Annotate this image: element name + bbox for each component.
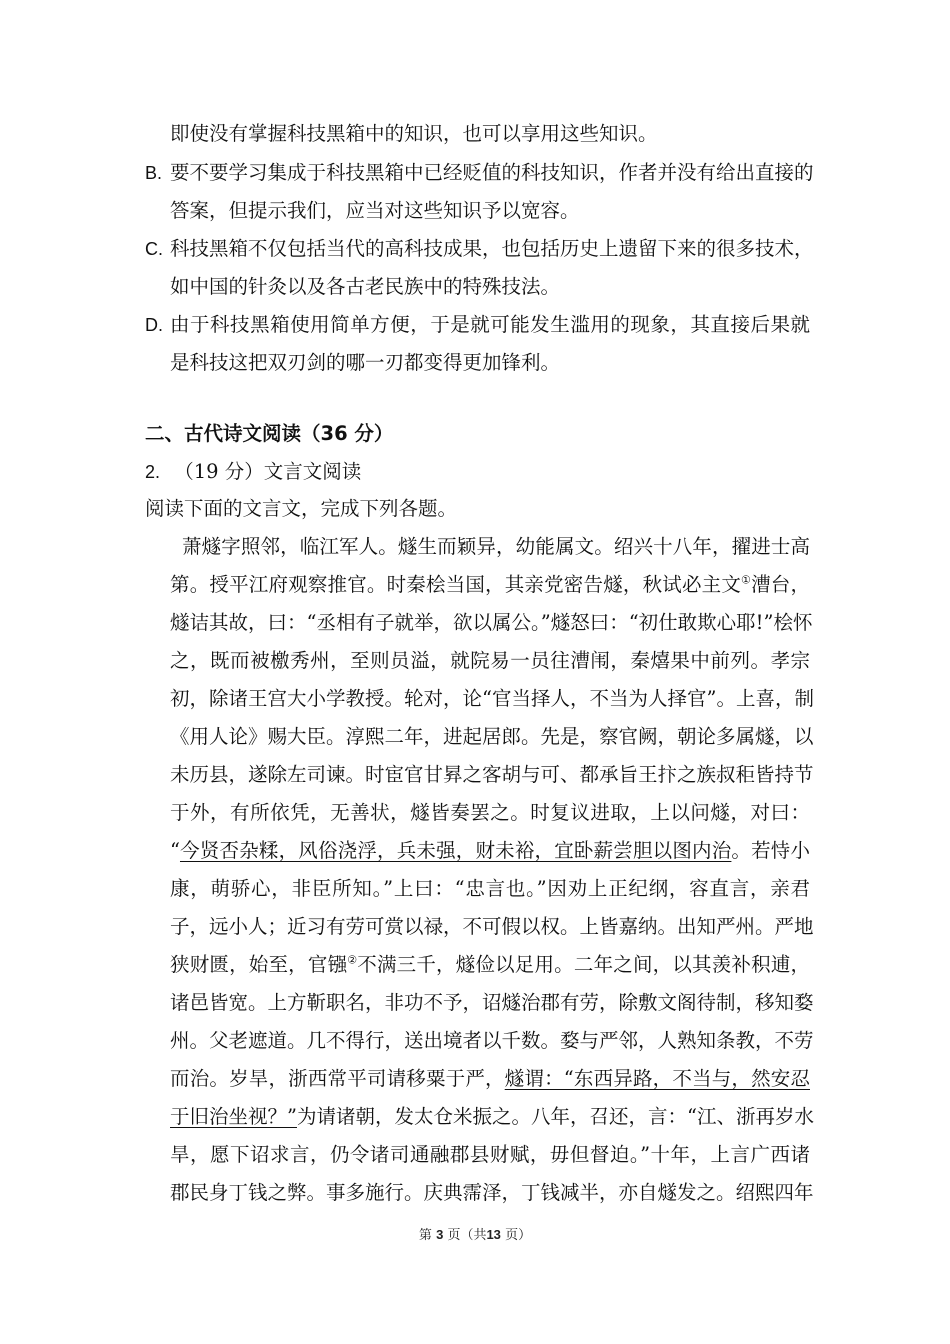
option-c-letter: C. <box>145 239 163 259</box>
underlined-sentence: 燧谓：“东西异路，不当与，然安忍 <box>504 1067 810 1090</box>
passage-line: 初，除诸王宫大小学教授。轮对，论“官当择人，不当为人择官”。上喜，制 <box>170 687 814 710</box>
option-b-letter: B. <box>145 163 163 183</box>
question-2-header <box>145 460 361 484</box>
underlined-sentence: 于旧治坐视？” <box>170 1105 297 1128</box>
passage-line: 诸邑皆宽。上方靳职名，非功不予，诏燧治郡有劳，除敷文阁待制，移知婺 <box>170 991 814 1014</box>
passage-line <box>170 953 810 977</box>
footer-suffix: 页） <box>505 1228 532 1243</box>
passage-text: 为请诸朝，发太仓米振之。八年，召还，言：“江、浙再岁水 <box>296 1105 814 1128</box>
passage-line: 《用人论》赐大臣。淳熙二年，进起居郎。先是，察官阙，朝论多属燧，以 <box>170 725 814 748</box>
passage-line: 旱，愿下诏求言，仍令诸司通融郡县财赋，毋但督迫。”十年，上言广西诸 <box>170 1143 810 1166</box>
footnote-marker: ① <box>741 573 752 587</box>
passage-line <box>170 1105 814 1129</box>
question-title: （19 分）文言文阅读 <box>174 460 362 483</box>
passage-line: 子，远小人；近习有劳可赏以禄，不可假以权。上皆嘉纳。出知严州。严地 <box>170 915 814 938</box>
passage-line: 燧诘其故，曰：“丞相有子就举，欲以属公。”燧怒曰：“初仕敢欺心耶!”桧怀 <box>170 611 813 634</box>
footer-total-pages: 13 <box>486 1227 501 1242</box>
footer-middle: 页（共 <box>447 1228 487 1243</box>
question-number: 2. <box>145 462 161 482</box>
passage-line: 康，萌骄心，非臣所知。”上曰：“忠言也。”因劝上正纪纲，容直言，亲君 <box>170 877 810 900</box>
passage-line: 未历县，遂除左司谏。时宦官甘昪之客胡与可、都承旨王抃之族叔秬皆持节 <box>170 763 814 786</box>
footnote-marker: ② <box>347 953 358 967</box>
page-footer <box>0 1226 950 1245</box>
passage-line: 萧燧字照邻，临江军人。燧生而颖异，幼能属文。绍兴十八年，擢进士高 <box>182 535 810 558</box>
passage-text: 第。授平江府观察推官。时秦桧当国，其亲党密告燧，秋试必主文 <box>170 573 742 596</box>
passage-text: “ <box>170 839 180 862</box>
footer-page-number: 3 <box>436 1227 444 1242</box>
underlined-sentence: 今贤否杂糅，风俗浇浮，兵未强，财未裕，宜卧薪尝胆以图内治 <box>179 839 732 862</box>
option-d-line1: 由于科技黑箱使用简单方便，于是就可能发生滥用的现象，其直接后果就 <box>170 313 810 336</box>
instruction: 阅读下面的文言文，完成下列各题。 <box>145 497 458 520</box>
section-heading: 二、古代诗文阅读（36 分） <box>145 422 394 445</box>
passage-line: 之，既而被檄秀州，至则员溢，就院易一员往漕闱，秦熺果中前列。孝宗 <box>170 649 810 672</box>
passage-text: 漕台， <box>751 573 810 596</box>
option-b-line1: 要不要学习集成于科技黑箱中已经贬值的科技知识，作者并没有给出直接的 <box>170 161 814 184</box>
passage-text: 不满三千，燧俭以足用。二年之间，以其羡补积逋， <box>357 953 810 976</box>
option-d-letter: D. <box>145 315 163 335</box>
passage-line: 州。父老遮道。几不得行，送出境者以千数。婺与严邻，人熟知条教，不劳 <box>170 1029 814 1052</box>
option-d-line2: 是科技这把双刃剑的哪一刃都变得更加锋利。 <box>170 351 561 374</box>
passage-line: 郡民身丁钱之弊。事多施行。庆典霈泽，丁钱减半，亦自燧发之。绍熙四年 <box>170 1181 814 1204</box>
passage-text: 狭财匮，始至，官镪 <box>170 953 348 976</box>
passage-line <box>170 573 810 597</box>
option-a-continuation: 即使没有掌握科技黑箱中的知识，也可以享用这些知识。 <box>170 122 658 145</box>
footer-prefix: 第 <box>418 1228 432 1243</box>
passage-line: 于外，有所依凭，无善状，燧皆奏罢之。时复议进取，上以问燧，对曰： <box>170 801 810 824</box>
passage-line <box>170 1067 810 1091</box>
passage-text: 。若恃小 <box>731 839 810 862</box>
passage-text: 而治。岁旱，浙西常平司请移粟于严， <box>170 1067 505 1090</box>
option-c-line1: 科技黑箱不仅包括当代的高科技成果，也包括历史上遗留下来的很多技术， <box>170 237 814 260</box>
option-b-line2: 答案，但提示我们，应当对这些知识予以宽容。 <box>170 199 580 222</box>
passage-line <box>170 839 810 863</box>
option-c-line2: 如中国的针灸以及各古老民族中的特殊技法。 <box>170 275 561 298</box>
